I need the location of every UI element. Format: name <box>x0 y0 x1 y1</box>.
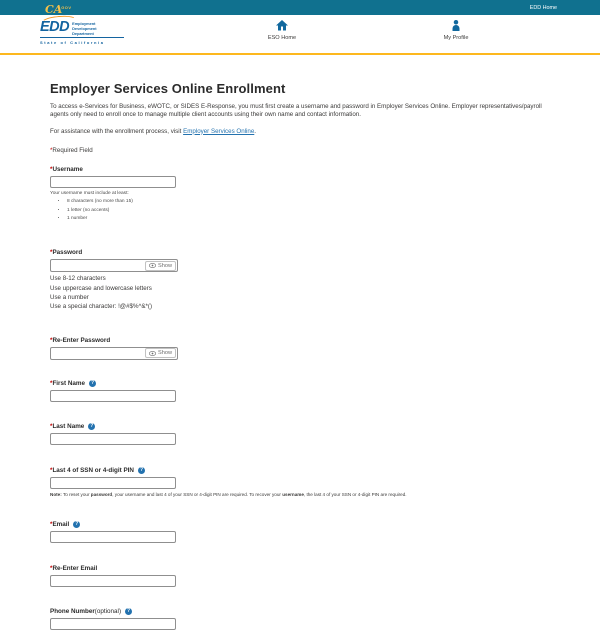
required-asterisk: * <box>50 249 53 257</box>
username-hint-list <box>50 199 600 221</box>
required-asterisk: * <box>50 521 53 529</box>
show-button-label: Show <box>158 262 172 269</box>
password-label <box>50 249 600 256</box>
email-label <box>50 521 600 528</box>
main-content <box>0 55 600 630</box>
note-text: , the last 4 of your SSN or 4-digit PIN are required. <box>303 491 407 497</box>
assistance-paragraph <box>50 128 600 135</box>
reenter-password-label <box>50 337 600 344</box>
employer-services-online-link[interactable]: Employer Services Online <box>183 127 255 135</box>
reenter-email-label-text: Re-Enter Email <box>52 565 98 573</box>
first-name-input[interactable] <box>50 390 176 402</box>
required-asterisk: * <box>50 422 53 430</box>
ssn-pin-label <box>50 467 600 474</box>
required-asterisk: * <box>50 336 53 344</box>
reenter-password-field <box>50 347 178 360</box>
username-hint-item: • 1 number <box>67 216 600 221</box>
reenter-password-input[interactable] <box>51 349 145 358</box>
note-bold: password <box>90 491 113 497</box>
assistance-period: . <box>254 127 257 135</box>
edd-dept-line: Development <box>72 25 97 31</box>
ssn-pin-label-text: Last 4 of SSN or 4-digit PIN <box>52 466 134 474</box>
edd-dept-line: Department <box>72 30 94 36</box>
help-icon[interactable]: ? <box>75 521 79 528</box>
username-hint-item: • 8 characters (no more than 15) <box>67 199 600 204</box>
assistance-text: For assistance with the enrollment process, visit <box>50 127 184 135</box>
edd-dept-line: Employment <box>72 21 96 26</box>
edd-logo-dept <box>72 20 96 36</box>
home-icon <box>276 20 288 31</box>
required-asterisk: * <box>50 146 53 154</box>
reenter-password-label-text: Re-Enter Password <box>52 336 111 344</box>
phone-label-text: Phone Number <box>50 608 95 616</box>
edd-logo-word: EDD <box>40 19 70 35</box>
page-title: Employer Services Online Enrollment <box>50 81 286 96</box>
password-hint-line: Use uppercase and lowercase letters <box>50 284 152 292</box>
required-label: Required Field <box>52 146 93 154</box>
note-bold: username <box>282 491 304 497</box>
nav-item-my-profile[interactable] <box>420 20 492 41</box>
username-input[interactable] <box>50 176 176 188</box>
username-label <box>50 166 600 173</box>
password-hint-line: Use a number <box>50 294 89 302</box>
username-label-text: Username <box>52 165 83 173</box>
phone-label <box>50 608 600 615</box>
intro-paragraph: To access e-Services for Business, eWOTC, or SIDES E-Response, you must first create a username and password in Employer Services Online. Employer representatives/payroll agents only need to enroll once to manage multiple client accounts using their own name and contact information. <box>50 103 542 118</box>
required-field-note <box>50 147 600 154</box>
required-asterisk: * <box>50 379 53 387</box>
nav-item-eso-home[interactable] <box>246 20 318 41</box>
reset-note <box>50 492 570 498</box>
site-header <box>0 15 600 53</box>
required-asterisk: * <box>50 466 53 474</box>
phone-input[interactable] <box>50 618 176 630</box>
phone-optional-text: (optional) <box>94 608 122 616</box>
cagov-logo[interactable] <box>45 0 71 16</box>
nav-eso-home-label: ESO Home <box>267 35 297 41</box>
required-asterisk: * <box>50 565 53 573</box>
nav-my-profile-label: My Profile <box>443 35 469 41</box>
note-bold: Note: <box>50 491 62 497</box>
reenter-email-label <box>50 565 600 572</box>
last-name-label-text: Last Name <box>52 422 85 430</box>
password-hints <box>50 274 600 312</box>
cagov-logo-gov: GOV <box>61 4 72 10</box>
email-input[interactable] <box>50 531 176 543</box>
help-icon[interactable]: ? <box>139 466 144 473</box>
help-icon[interactable]: ? <box>127 608 131 615</box>
last-name-label <box>50 423 600 430</box>
help-icon[interactable]: ? <box>90 422 94 429</box>
reenter-email-input[interactable] <box>50 575 176 587</box>
last-name-input[interactable] <box>50 433 176 445</box>
person-icon <box>451 20 461 31</box>
email-label-text: Email <box>52 521 70 529</box>
show-password-button[interactable] <box>145 261 176 271</box>
eye-icon <box>149 351 156 356</box>
note-text: , your username and last 4 of your SSN or 4-digit PIN are required. To recover your <box>112 491 283 497</box>
password-hint-line: Use 8-12 characters <box>50 275 106 283</box>
help-icon[interactable]: ? <box>90 379 95 386</box>
edd-home-link[interactable]: EDD Home <box>529 4 557 11</box>
show-reenter-password-button[interactable] <box>145 348 176 358</box>
show-button-label: Show <box>158 350 172 357</box>
edd-logo[interactable] <box>40 20 124 45</box>
password-hint-line: Use a special character: !@#$%^&*() <box>50 303 153 311</box>
cagov-logo-ca: CA <box>45 2 63 16</box>
password-label-text: Password <box>52 249 83 257</box>
username-hint-item: • 1 letter (no accents) <box>67 208 600 213</box>
first-name-label-text: First Name <box>52 379 85 387</box>
note-text: To reset your <box>61 491 91 497</box>
password-input[interactable] <box>51 261 145 270</box>
username-hint-title: Your username must include at least: <box>50 191 129 197</box>
first-name-label <box>50 380 600 387</box>
eye-icon <box>149 263 156 268</box>
edd-logo-tagline: State of California <box>40 37 124 44</box>
utility-bar <box>0 0 600 15</box>
ssn-pin-input[interactable] <box>50 477 176 489</box>
password-field <box>50 259 178 272</box>
required-asterisk: * <box>50 165 53 173</box>
